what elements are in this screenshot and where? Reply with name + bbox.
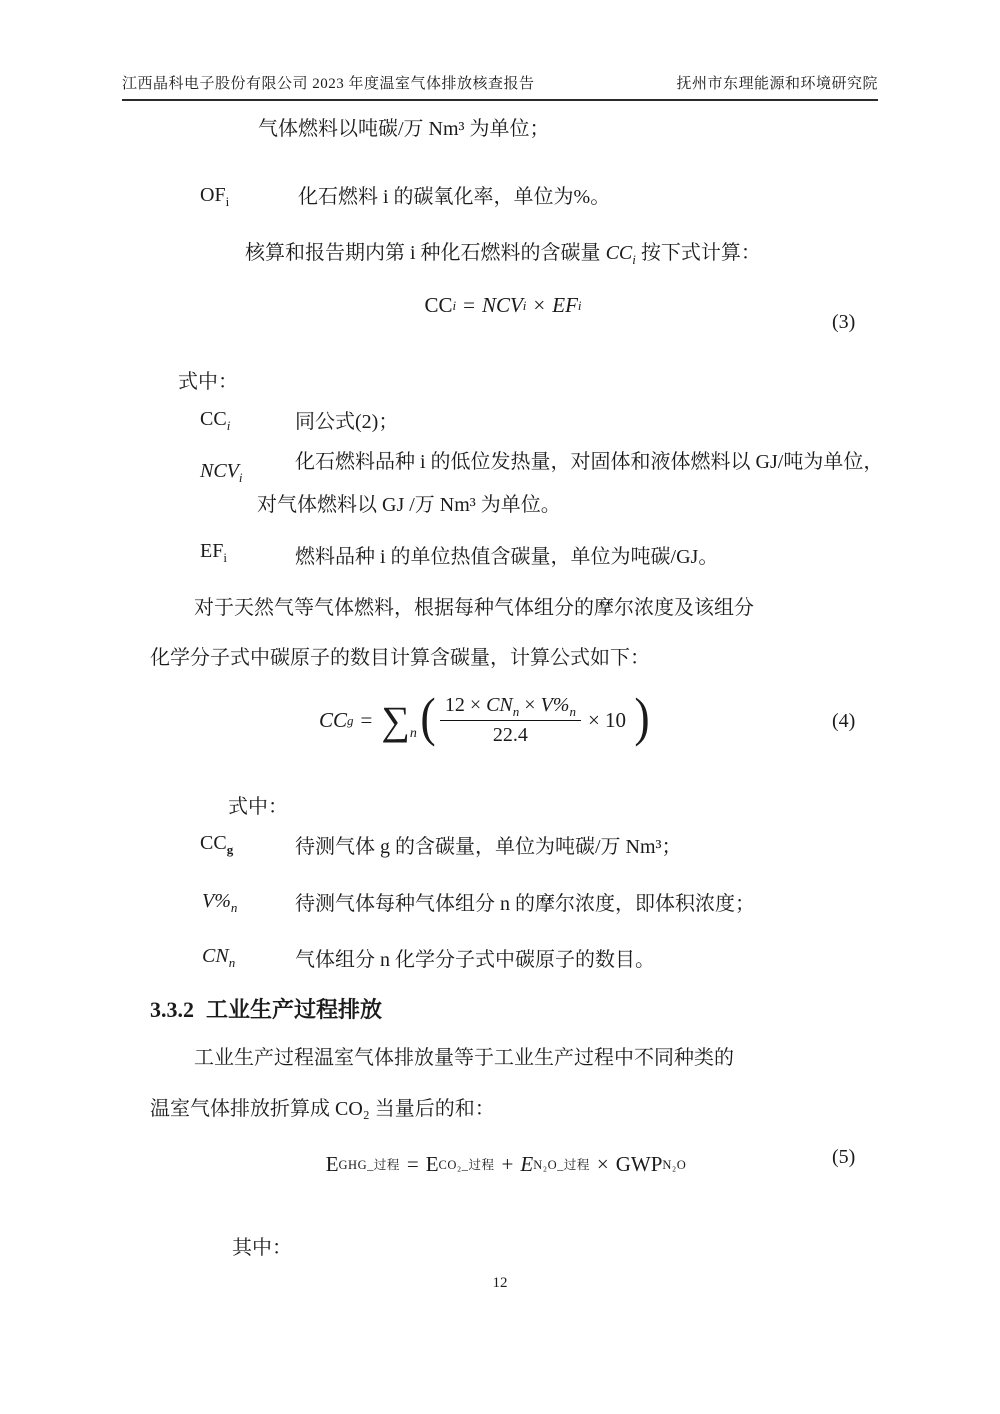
def-vn-symbol-sub: n (230, 900, 238, 915)
calc-paragraph (245, 240, 761, 266)
eq5-gwp: GWP (615, 1152, 663, 1176)
eq4-num-times: × (524, 694, 536, 716)
def-ncvi-symbol-main: NCV (200, 460, 239, 482)
eq4-sum-sub: n (409, 725, 417, 741)
header-right-org: 抚州市东理能源和环境研究院 (676, 76, 878, 92)
eq5-plus: + (501, 1152, 514, 1176)
eq5-times: × (596, 1152, 609, 1176)
eq4-sum (381, 697, 417, 743)
eq4-times10: × 10 (587, 708, 627, 732)
def-ccg-symbol (200, 830, 233, 856)
section-number: 3.3.2 (150, 997, 194, 1022)
eq4-lhs: CC (318, 708, 347, 732)
def-ncvi-symbol (200, 458, 243, 484)
of-symbol-sub: i (225, 194, 230, 209)
eq4-fraction-numerator (440, 694, 581, 721)
eq4-close-paren: ) (634, 687, 650, 748)
def-cci-symbol-main: CC (200, 408, 227, 430)
section-heading (150, 993, 382, 1024)
equation-5: E GHG_过程 = E CO₂_过程 + E N₂O_过程 × GWP N₂O (325, 1152, 687, 1176)
header-left-title: 江西晶科电子股份有限公司 2023 年度温室气体排放核查报告 (122, 76, 535, 92)
def-cnn-symbol (202, 943, 235, 969)
def-cnn-symbol-main: CN (202, 945, 229, 967)
eq4-num-cn-sub: n (512, 704, 520, 719)
def-ccg-symbol-sub: g (226, 842, 234, 857)
sum-icon: ∑ (381, 697, 410, 743)
page-header (122, 72, 878, 101)
eq3-lhs: CC (424, 293, 453, 317)
eq5-e3: E (520, 1152, 534, 1176)
def-cnn-symbol-sub: n (228, 955, 236, 970)
of-symbol-main: OF (200, 184, 226, 206)
calc-paragraph-symbol-sub: i (632, 252, 636, 267)
calc-paragraph-pre: 核算和报告期内第 i 种化石燃料的含碳量 (245, 242, 606, 264)
process-paragraph-line2: 温室气体排放折算成 CO₂ 当量后的和： (150, 1098, 495, 1120)
eq3-term2: EF (552, 293, 578, 317)
def-ncvi-symbol-sub: i (238, 470, 243, 485)
eq5-e2: E (425, 1152, 439, 1176)
where-label-1: 式中： (178, 371, 238, 393)
def-cci-symbol-sub: i (226, 418, 231, 433)
eq3-term1: NCV (481, 293, 523, 317)
of-description: 化石燃料 i 的碳氧化率，单位为%。 (298, 186, 611, 208)
def-ccg-symbol-main: CC (200, 832, 227, 854)
process-paragraph-line1: 工业生产过程温室气体排放量等于工业生产过程中不同种类的 (194, 1047, 734, 1069)
def-cci-description: 同公式(2)； (295, 411, 399, 433)
def-vn-description: 待测气体每种气体组分 n 的摩尔浓度，即体积浓度； (295, 893, 755, 915)
def-cnn-description: 气体组分 n 化学分子式中碳原子的数目。 (295, 949, 655, 971)
eq5-equals: = (406, 1152, 419, 1176)
gas-unit-line: 气体燃料以吨碳/万 Nm³ 为单位； (258, 118, 550, 140)
gas-paragraph-line2: 化学分子式中碳原子的数目计算含碳量，计算公式如下： (150, 647, 650, 669)
eq3-equals: = (463, 293, 475, 317)
eq3-number: (3) (832, 311, 856, 333)
eq3-times: × (533, 293, 546, 317)
def-cci-symbol (200, 406, 230, 432)
eq5-e1: E (325, 1152, 339, 1176)
def-efi-symbol (200, 538, 227, 564)
eq4-open-paren: ( (420, 687, 436, 748)
def-efi-symbol-main: EF (200, 540, 224, 562)
among-label: 其中： (232, 1237, 292, 1259)
of-symbol (200, 182, 229, 208)
eq4-equals: = (360, 708, 373, 732)
eq4-fraction-denominator: 22.4 (492, 724, 528, 746)
where-label-2: 式中： (228, 796, 288, 818)
section-title: 工业生产过程排放 (206, 997, 383, 1022)
def-ccg-description: 待测气体 g 的含碳量，单位为吨碳/万 Nm³； (295, 836, 682, 858)
eq4-num-const: 12 × (444, 694, 482, 716)
eq4-num-cn: CN (486, 694, 513, 716)
def-ncvi-description-line1: 化石燃料品种 i 的低位发热量，对固体和液体燃料以 GJ/吨为单位， (295, 451, 884, 473)
def-efi-symbol-sub: i (223, 550, 227, 565)
eq4-fraction (440, 694, 581, 747)
calc-paragraph-post: 按下式计算： (635, 242, 761, 264)
eq4-number: (4) (832, 710, 856, 732)
def-vn-symbol (202, 888, 237, 914)
eq4-num-v-sub: n (569, 704, 576, 719)
def-vn-symbol-main: V% (202, 890, 231, 912)
page-number: 12 (492, 1275, 508, 1291)
def-ncvi-description-line2: 对气体燃料以 GJ /万 Nm³ 为单位。 (257, 494, 561, 516)
equation-4: CC g = ∑ n ( $\frac{12 \times CN_n \times V\%_n}{22.4}$ × 10 ) (318, 687, 650, 748)
def-efi-description: 燃料品种 i 的单位热值含碳量，单位为吨碳/GJ。 (295, 546, 719, 568)
gas-paragraph-line1: 对于天然气等气体燃料，根据每种气体组分的摩尔浓度及该组分 (194, 597, 754, 619)
calc-paragraph-symbol: CC (605, 242, 633, 264)
equation-3: CC i = NCV i × EF i (424, 293, 582, 317)
eq5-number: (5) (832, 1146, 856, 1168)
eq4-num-v: V% (540, 694, 570, 716)
